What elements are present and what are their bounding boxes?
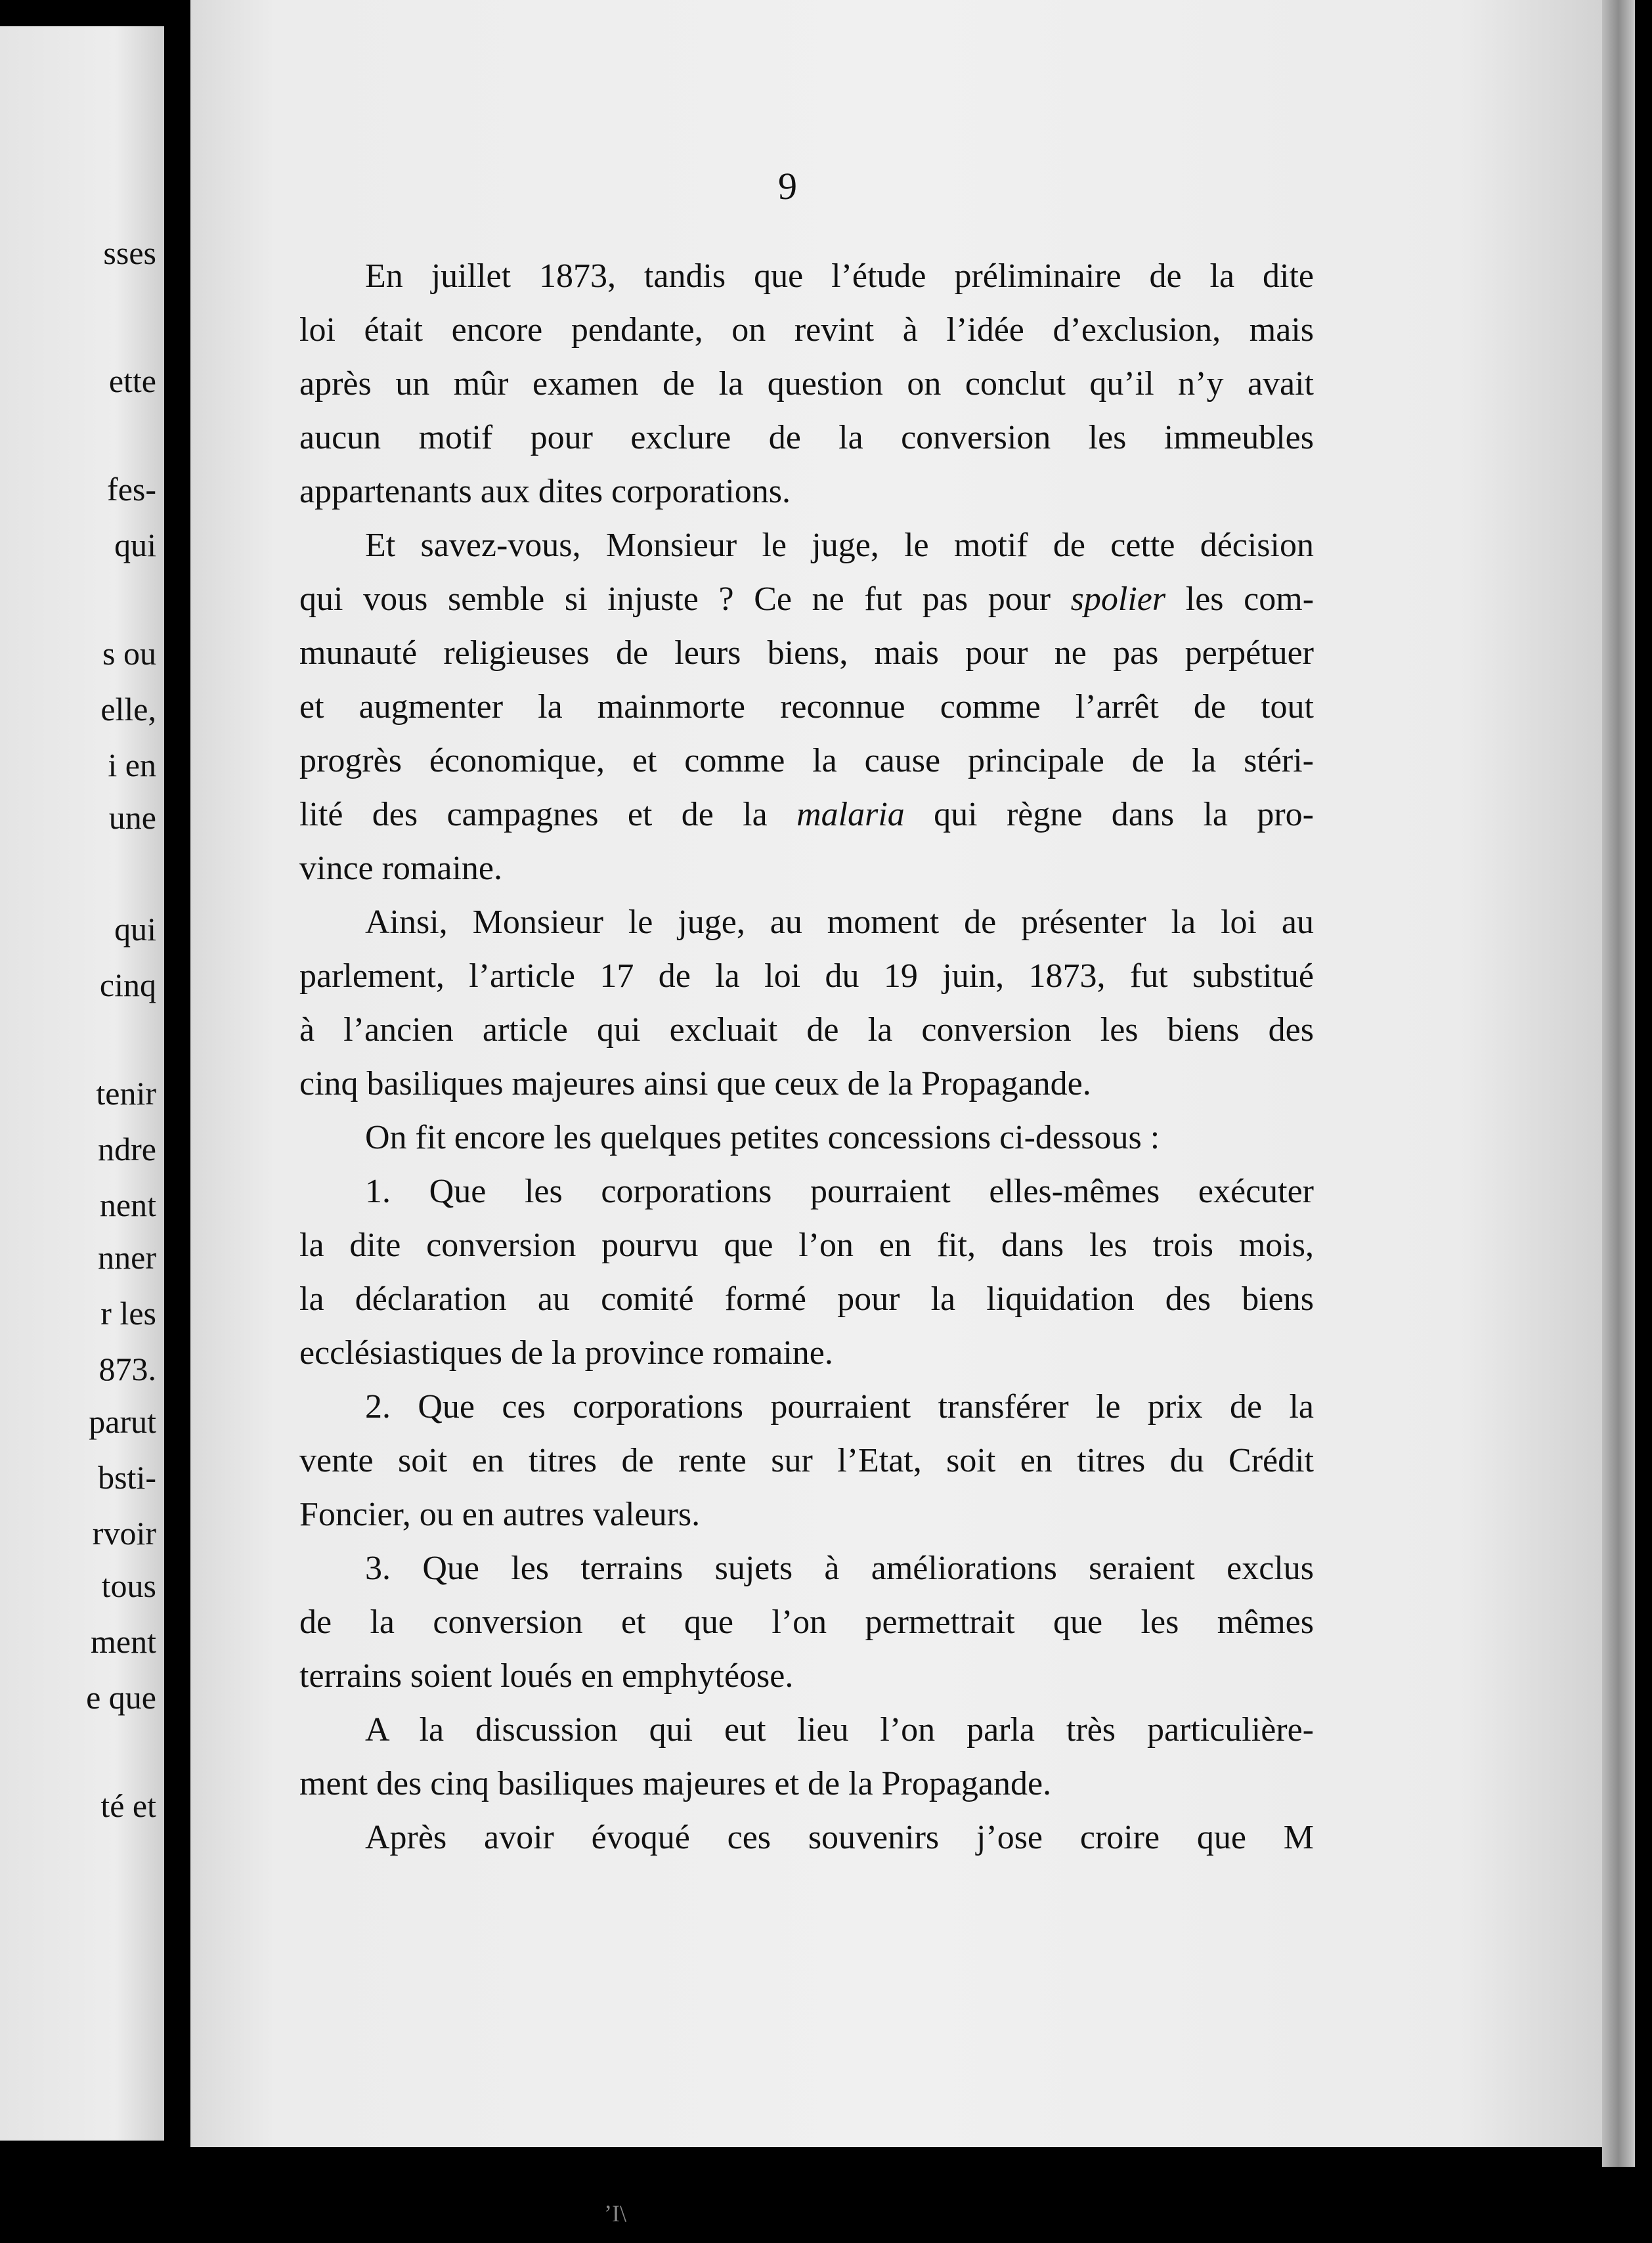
left-page-fragment [0, 26, 164, 2141]
left-page-line: ette [108, 362, 156, 399]
text-line: la déclaration au comité formé pour la liquidation des biens [299, 1280, 1314, 1318]
text-line: aucun motif pour exclure de la conversion les immeubles [299, 419, 1314, 456]
text-line: Ainsi, Monsieur le juge, au moment de présenter la loi au [365, 904, 1314, 941]
text-line: ment des cinq basiliques majeures et de la Propagande. [299, 1765, 1052, 1802]
text-line: ecclésiastiques de la province romaine. [299, 1334, 833, 1372]
left-page-line: parut [89, 1403, 156, 1440]
left-page-line: r les [100, 1295, 156, 1332]
left-page-line: qui [114, 527, 156, 563]
left-page-line: tous [101, 1567, 156, 1604]
left-page-line: rvoir [92, 1515, 156, 1552]
left-page-line: bsti- [98, 1459, 156, 1496]
left-page-line: nent [99, 1187, 156, 1223]
text-line: loi était encore pendante, on revint à l’idée d’exclusion, mais [299, 311, 1314, 349]
left-page-line: une [108, 799, 156, 836]
text-line: parlement, l’article 17 de la loi du 19 juin, 1873, fut substitué [299, 957, 1314, 995]
text-line: On fit encore les quelques petites concessions ci-dessous : [365, 1119, 1160, 1156]
text-line: lité des campagnes et de la malaria qui règne dans la pro- [299, 796, 1314, 833]
text-line: vince romaine. [299, 850, 502, 887]
text-line: après un mûr examen de la question on conclut qu’il n’y avait [299, 365, 1314, 403]
italic-word: spolier [1070, 580, 1166, 618]
left-page-line: i en [108, 747, 156, 783]
text-line: terrains soient loués en emphytéose. [299, 1657, 794, 1695]
text-line: la dite conversion pourvu que l’on en fit, dans les trois mois, [299, 1227, 1314, 1264]
italic-word: malaria [796, 796, 905, 833]
text-line: cinq basiliques majeures ainsi que ceux de la Propagande. [299, 1065, 1091, 1102]
text-line: Et savez-vous, Monsieur le juge, le motif de cette décision [365, 527, 1314, 564]
text-line: qui vous semble si injuste ? Ce ne fut pas pour spolier les com- [299, 580, 1315, 618]
text-line: vente soit en titres de rente sur l’Etat, soit en titres du Crédit [299, 1442, 1314, 1479]
text-line: Après avoir évoqué ces souvenirs j’ose croire que M [365, 1819, 1314, 1856]
left-page-line: elle, [100, 691, 156, 728]
body-text [299, 250, 1314, 1865]
page-edge [1602, 0, 1635, 2167]
left-page-line: ment [91, 1623, 156, 1660]
left-page-line: fes- [107, 471, 156, 508]
text-line: Foncier, ou en autres valeurs. [299, 1496, 701, 1533]
text-line: appartenants aux dites corporations. [299, 473, 791, 510]
left-page-line: cinq [99, 967, 156, 1003]
text-line: 1. Que les corporations pourraient elles-mêmes exécuter [365, 1173, 1314, 1210]
text-line: de la conversion et que l’on permettrait que les mêmes [299, 1603, 1314, 1641]
book-gutter [164, 0, 190, 2243]
left-page-line: 873. [98, 1351, 156, 1387]
left-page-line: e que [86, 1679, 156, 1716]
page-number: 9 [778, 165, 797, 207]
left-page-line: ndre [98, 1131, 156, 1167]
text-line: 3. Que les terrains sujets à améliorations seraient exclus [365, 1550, 1314, 1587]
text-line: munauté religieuses de leurs biens, mais pour ne pas perpétuer [299, 634, 1314, 672]
text-line: progrès économique, et comme la cause principale de la stéri- [299, 742, 1314, 779]
left-page-line: té et [100, 1787, 156, 1824]
text-line: 2. Que ces corporations pourraient transférer le prix de la [365, 1388, 1314, 1426]
left-page-line: qui [114, 911, 156, 947]
left-page-line: nner [98, 1239, 156, 1276]
text-line: et augmenter la mainmorte reconnue comme l’arrêt de tout [299, 688, 1314, 726]
left-page-line: sses [103, 234, 156, 271]
left-page-line: tenir [96, 1075, 156, 1112]
bottom-mark: ʼI\ [604, 2200, 626, 2227]
text-line: En juillet 1873, tandis que l’étude préliminaire de la dite [365, 257, 1314, 295]
left-page-line: s ou [102, 635, 156, 672]
text-line: à l’ancien article qui excluait de la conversion les biens des [299, 1011, 1314, 1049]
text-line: A la discussion qui eut lieu l’on parla très particulière- [365, 1711, 1314, 1749]
